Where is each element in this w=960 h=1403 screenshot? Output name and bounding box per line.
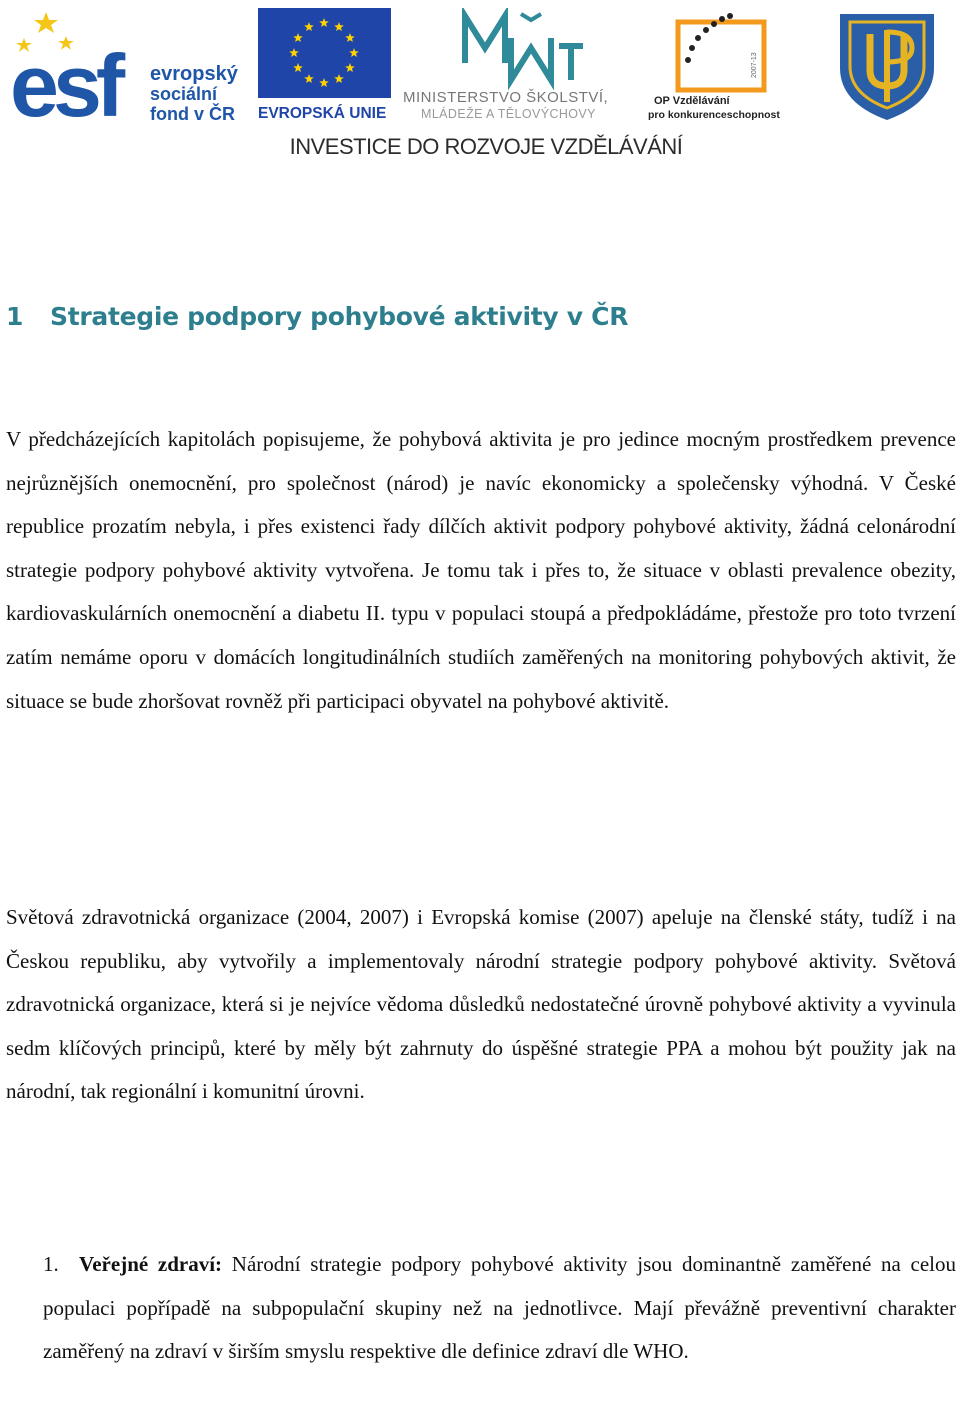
esf-line1: evropský <box>150 63 238 85</box>
esf-line3: fond v ČR <box>150 104 235 123</box>
svg-text:esf: esf <box>10 36 120 123</box>
heading-number: 1 <box>6 302 24 331</box>
investice-text: INVESTICE DO ROZVOJE VZDĚLÁVÁNÍ <box>289 134 683 159</box>
op-line2: pro konkurenceschopnost <box>648 109 780 121</box>
svg-text:2007-13: 2007-13 <box>751 52 758 78</box>
logo-band <box>0 0 960 170</box>
paragraph-1: V předcházejících kapitolách popisujeme, že pohybová aktivita je pro jedince mocným prostředkem prevence nejrůznějších onemocnění, pro společnost (národ) je navíc ekonomicky a společensky výhodná. V České republice prozatím nebyla, i přes existenci řady dílčích aktivit podpory pohybové aktivity, žádná celonárodní strategie podpory pohybové aktivity vytvořena. Je tomu tak i přes to, že situace v oblasti prevalence obezity, kardiovaskulárních onemocnění a diabetu II. typu v populaci stoupá a předpokládáme, přestože pro toto tvrzení zatím nemáme oporu v domácích longitudinálních studiích zaměřených na monitoring pohybových aktivit, že situace se bude zhoršovat rovněž při participaci obyvatel na pohybové aktivitě. <box>6 427 956 713</box>
list-marker: 1. <box>43 1252 59 1276</box>
investice-banner <box>0 134 960 160</box>
msmt-line1: MINISTERSTVO ŠKOLSTVÍ, <box>403 89 609 106</box>
eu-caption: EVROPSKÁ UNIE <box>258 105 387 122</box>
list-term: Veřejné zdraví: <box>79 1252 223 1276</box>
paragraph-2: Světová zdravotnická organizace (2004, 2007) i Evropská komise (2007) apeluje na členské státy, tudíž i na Českou republiku, aby vytvořily a implementovaly národní strategie podpory pohybové aktivity. Světová zdravotnická organizace, která si je nejvíce vědoma důsledků nedostatečné úrovně pohybové aktivity a vyvinula sedm klíčových principů, které by měly být zahrnuty do úspěšné strategie PPA a mohou být použity jak na národní, tak regionální i komunitní úrovni. <box>6 905 956 1104</box>
eu-flag-logo <box>258 8 393 123</box>
msmt-logo <box>403 8 638 123</box>
list-text: Národní strategie podpory pohybové aktivity jsou dominantně zaměřené na celou populaci popřípadě na subpopulační skupiny než na jednotlivce. Mají převážně preventivní charakter zaměřený na zdraví v širším smyslu respektive dle definice zdraví dle WHO. <box>43 1252 956 1364</box>
chapter-heading <box>6 302 946 331</box>
list-item <box>43 1243 956 1374</box>
op-logo <box>648 8 798 123</box>
msmt-line2: MLÁDEŽE A TĚLOVÝCHOVY <box>421 107 596 121</box>
heading-text: Strategie podpory pohybové aktivity v ČR <box>50 302 629 331</box>
upol-shield-logo <box>832 8 942 123</box>
op-line1: OP Vzdělávání <box>654 95 730 107</box>
esf-line2: sociální <box>150 84 218 104</box>
esf-logo <box>8 8 248 123</box>
